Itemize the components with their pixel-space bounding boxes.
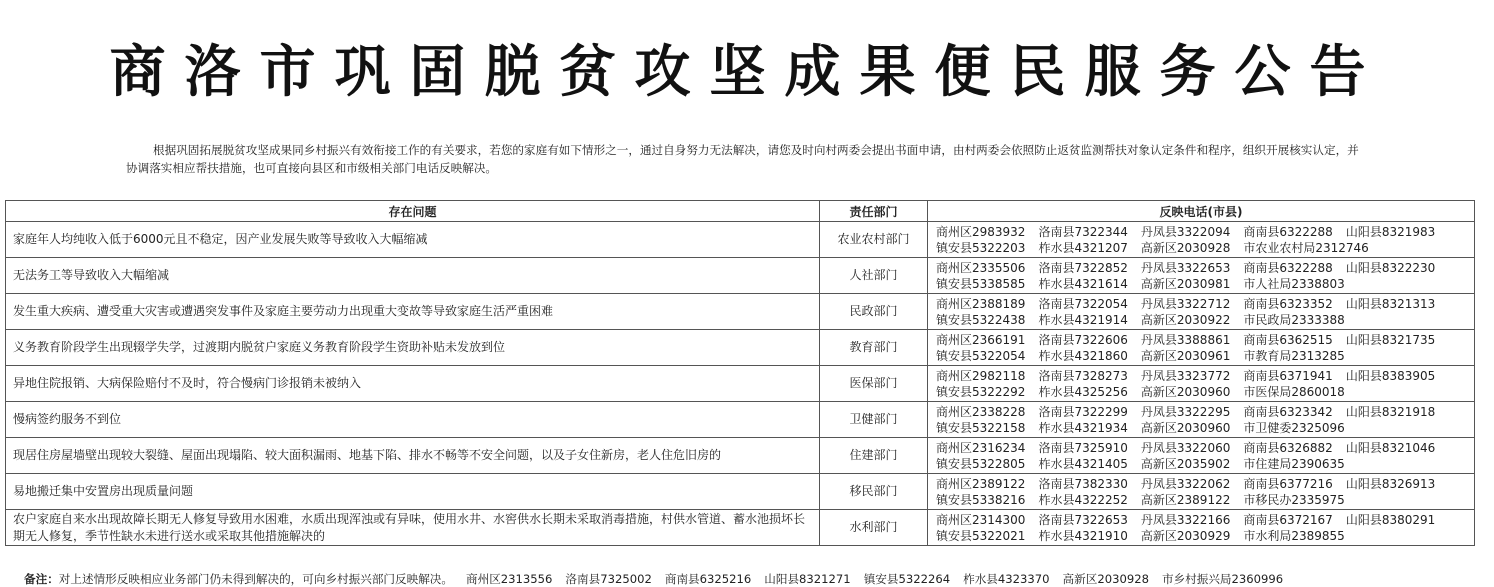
phone-number: 柞水县4321207 [1038, 240, 1128, 255]
phones-line [936, 440, 1467, 456]
phone-number: 洛南县7322054 [1038, 296, 1128, 311]
table-row [6, 366, 1475, 402]
phones-line [936, 492, 1467, 508]
phones-cell [928, 330, 1475, 366]
phones-cell [928, 222, 1475, 258]
header-problem: 存在问题 [6, 201, 820, 222]
phone-number: 市移民办2335975 [1243, 492, 1345, 507]
phones-line [936, 260, 1467, 276]
header-phones: 反映电话(市县) [928, 201, 1475, 222]
phones-line [936, 528, 1467, 544]
problem-cell: 无法务工等导致收入大幅缩减 [6, 258, 820, 294]
phone-number: 高新区2030961 [1140, 348, 1231, 363]
dept-cell: 农业农村部门 [820, 222, 928, 258]
phone-number: 商州区2366191 [936, 332, 1026, 347]
footnote-phone: 市乡村振兴局2360996 [1161, 572, 1284, 586]
phones-line [936, 224, 1467, 240]
phone-number: 丹凤县3323772 [1140, 368, 1231, 383]
phone-number: 高新区2030929 [1140, 528, 1231, 543]
header-dept: 责任部门 [820, 201, 928, 222]
phone-number: 丹凤县3322712 [1140, 296, 1231, 311]
phone-number: 柞水县4325256 [1038, 384, 1128, 399]
intro-paragraph: 根据巩固拓展脱贫攻坚成果同乡村振兴有效衔接工作的有关要求，若您的家庭有如下情形之一，通过自身努力无法解决，请您及时向村两委会提出书面申请，由村两委会依照防止返贫监测帮扶对象认定条件和程序，组织开展核实认定，并协调落实相应帮扶措施，也可直接向县区和市级相关部门电话反映解决。 [126, 143, 1359, 175]
phone-number: 丹凤县3322094 [1140, 224, 1231, 239]
phone-number: 镇安县5338585 [936, 276, 1026, 291]
phone-number: 山阳县8380291 [1345, 512, 1436, 527]
phones-cell [928, 474, 1475, 510]
phones-line [936, 276, 1467, 292]
phone-number: 镇安县5322021 [936, 528, 1026, 543]
phones-line [936, 456, 1467, 472]
footnote-phone: 高新区2030928 [1062, 572, 1149, 586]
phone-number: 高新区2035902 [1140, 456, 1231, 471]
phone-number: 柞水县4321914 [1038, 312, 1128, 327]
phones-cell [928, 510, 1475, 546]
table-row [6, 258, 1475, 294]
problem-cell: 慢病签约服务不到位 [6, 402, 820, 438]
phone-number: 商南县6326882 [1243, 440, 1333, 455]
notice-title: 商洛市巩固脱贫攻坚成果便民服务公告 [109, 40, 1385, 105]
phones-line [936, 420, 1467, 436]
phone-number: 商南县6322288 [1243, 260, 1333, 275]
phones-line [936, 404, 1467, 420]
phone-number: 商州区2338228 [936, 404, 1026, 419]
phone-number: 商州区2335506 [936, 260, 1026, 275]
phone-number: 市人社局2338803 [1243, 276, 1345, 291]
phone-number: 柞水县4321405 [1038, 456, 1128, 471]
phone-number: 山阳县8321918 [1345, 404, 1436, 419]
footnote-phone: 柞水县4323370 [963, 572, 1050, 586]
phone-number: 市水利局2389855 [1243, 528, 1345, 543]
phone-number: 洛南县7322344 [1038, 224, 1128, 239]
phone-number: 丹凤县3322060 [1140, 440, 1231, 455]
problem-cell: 家庭年人均纯收入低于6000元且不稳定，因产业发展失败等导致收入大幅缩减 [6, 222, 820, 258]
table-row [6, 222, 1475, 258]
phone-number: 丹凤县3388861 [1140, 332, 1231, 347]
phones-cell [928, 258, 1475, 294]
footnote-phone: 商南县6325216 [664, 572, 752, 586]
table-row [6, 438, 1475, 474]
footnote-phone: 镇安县5322264 [863, 572, 951, 586]
phone-number: 洛南县7328273 [1038, 368, 1128, 383]
phone-number: 洛南县7382330 [1038, 476, 1128, 491]
footnote-phone: 山阳县8321271 [764, 572, 851, 586]
phone-number: 丹凤县3322653 [1140, 260, 1231, 275]
table-row [6, 510, 1475, 546]
phones-cell [928, 366, 1475, 402]
phone-number: 镇安县5322158 [936, 420, 1026, 435]
phone-number: 市卫健委2325096 [1243, 420, 1345, 435]
phone-number: 市教育局2313285 [1243, 348, 1345, 363]
phone-number: 市农业农村局2312746 [1243, 240, 1369, 255]
phone-number: 山阳县8321983 [1345, 224, 1436, 239]
table-row [6, 474, 1475, 510]
phone-number: 山阳县8321046 [1345, 440, 1436, 455]
phone-number: 商州区2389122 [936, 476, 1026, 491]
phones-line [936, 296, 1467, 312]
problem-cell: 异地住院报销、大病保险赔付不及时，符合慢病门诊报销未被纳入 [6, 366, 820, 402]
service-table [5, 200, 1475, 546]
phone-number: 镇安县5322438 [936, 312, 1026, 327]
phone-number: 高新区2030960 [1140, 384, 1231, 399]
phone-number: 镇安县5322292 [936, 384, 1026, 399]
phone-number: 商南县6322288 [1243, 224, 1333, 239]
phone-number: 柞水县4321614 [1038, 276, 1128, 291]
phone-number: 柞水县4321860 [1038, 348, 1128, 363]
phones-line [936, 332, 1467, 348]
phone-number: 市民政局2333388 [1243, 312, 1345, 327]
phones-line [936, 348, 1467, 364]
phone-number: 山阳县8326913 [1345, 476, 1436, 491]
phone-number: 洛南县7322299 [1038, 404, 1128, 419]
dept-cell: 民政部门 [820, 294, 928, 330]
problem-cell: 易地搬迁集中安置房出现质量问题 [6, 474, 820, 510]
phone-number: 高新区2030981 [1140, 276, 1231, 291]
phone-number: 市住建局2390635 [1243, 456, 1345, 471]
phones-line [936, 512, 1467, 528]
table-header-row [6, 201, 1475, 222]
dept-cell: 住建部门 [820, 438, 928, 474]
phone-number: 柞水县4322252 [1038, 492, 1128, 507]
dept-cell: 水利部门 [820, 510, 928, 546]
footnote-text: 对上述情形反映相应业务部门仍未得到解决的，可向乡村振兴部门反映解决。 [58, 572, 453, 586]
phone-number: 高新区2030922 [1140, 312, 1231, 327]
phone-number: 高新区2030960 [1140, 420, 1231, 435]
phone-number: 洛南县7322653 [1038, 512, 1128, 527]
phones-line [936, 476, 1467, 492]
table-body [6, 222, 1475, 546]
footnote-phone: 洛南县7325002 [565, 572, 652, 586]
phone-number: 商南县6323352 [1243, 296, 1333, 311]
phone-number: 洛南县7325910 [1038, 440, 1128, 455]
dept-cell: 教育部门 [820, 330, 928, 366]
problem-cell: 义务教育阶段学生出现辍学失学，过渡期内脱贫户家庭义务教育阶段学生资助补贴未发放到位 [6, 330, 820, 366]
footnote-phone: 商州区2313556 [466, 572, 553, 586]
phones-cell [928, 438, 1475, 474]
table-row [6, 294, 1475, 330]
phone-number: 商南县6323342 [1243, 404, 1333, 419]
phone-number: 山阳县8321735 [1345, 332, 1436, 347]
phone-number: 丹凤县3322062 [1140, 476, 1231, 491]
dept-cell: 医保部门 [820, 366, 928, 402]
footnote-label: 备注： [24, 572, 59, 586]
phone-number: 市医保局2860018 [1243, 384, 1345, 399]
phone-number: 高新区2030928 [1140, 240, 1231, 255]
dept-cell: 卫健部门 [820, 402, 928, 438]
phone-number: 商州区2316234 [936, 440, 1026, 455]
phone-number: 商南县6371941 [1243, 368, 1333, 383]
phone-number: 柞水县4321910 [1038, 528, 1128, 543]
phone-number: 商南县6377216 [1243, 476, 1333, 491]
phone-number: 丹凤县3322166 [1140, 512, 1231, 527]
phones-line [936, 312, 1467, 328]
phone-number: 商州区2314300 [936, 512, 1026, 527]
phone-number: 丹凤县3322295 [1140, 404, 1231, 419]
phone-number: 商州区2983932 [936, 224, 1026, 239]
phone-number: 商南县6372167 [1243, 512, 1333, 527]
phones-line [936, 384, 1467, 400]
phone-number: 山阳县8321313 [1345, 296, 1436, 311]
problem-cell: 发生重大疾病、遭受重大灾害或遭遇突发事件及家庭主要劳动力出现重大变故等导致家庭生活严重困难 [6, 294, 820, 330]
dept-cell: 移民部门 [820, 474, 928, 510]
phone-number: 镇安县5322805 [936, 456, 1026, 471]
phone-number: 商南县6362515 [1243, 332, 1333, 347]
problem-cell: 农户家庭自来水出现故障长期无人修复导致用水困难，水质出现浑浊或有异味，使用水井、水窖供水长期未采取消毒措施，村供水管道、蓄水池损坏长期无人修复，季节性缺水未进行送水或采取其他措施解决的 [6, 510, 820, 546]
footnote-phones [453, 572, 1283, 586]
phone-number: 山阳县8322230 [1345, 260, 1436, 275]
phone-number: 高新区2389122 [1140, 492, 1231, 507]
phone-number: 洛南县7322606 [1038, 332, 1128, 347]
table-row [6, 402, 1475, 438]
phone-number: 商州区2982118 [936, 368, 1026, 383]
phones-line [936, 240, 1467, 256]
phone-number: 山阳县8383905 [1345, 368, 1436, 383]
phone-number: 镇安县5322054 [936, 348, 1026, 363]
phones-cell [928, 402, 1475, 438]
problem-cell: 现居住房屋墙壁出现较大裂缝、屋面出现塌陷、较大面积漏雨、地基下陷、排水不畅等不安全问题，以及子女住新房，老人住危旧房的 [6, 438, 820, 474]
phone-number: 洛南县7322852 [1038, 260, 1128, 275]
phone-number: 镇安县5338216 [936, 492, 1026, 507]
phone-number: 柞水县4321934 [1038, 420, 1128, 435]
table-row [6, 330, 1475, 366]
dept-cell: 人社部门 [820, 258, 928, 294]
phones-cell [928, 294, 1475, 330]
phone-number: 镇安县5322203 [936, 240, 1026, 255]
phone-number: 商州区2388189 [936, 296, 1026, 311]
phones-line [936, 368, 1467, 384]
